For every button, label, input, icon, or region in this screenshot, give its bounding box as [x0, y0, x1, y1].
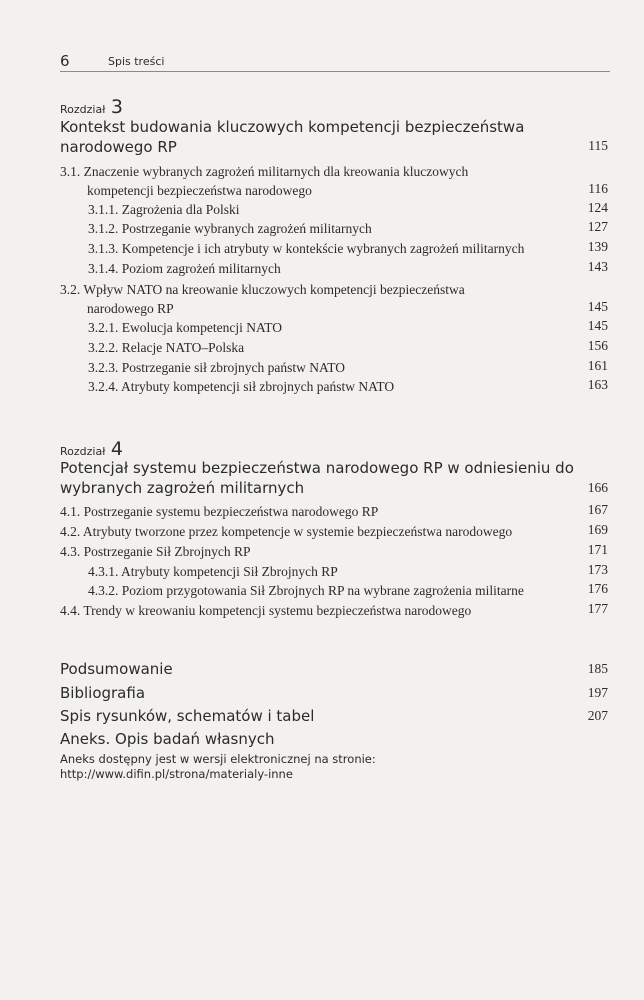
toc-entry-page: 156: [587, 338, 608, 353]
toc-entry-text: 3.1. Znaczenie wybranych zagrożeń militarnych dla kreowania kluczowych: [60, 164, 469, 179]
toc-entry: 3.2.1. Ewolucja kompetencji NATO: [88, 320, 282, 335]
chapter-number: 4: [110, 438, 123, 460]
end-item-page: 207: [587, 708, 608, 723]
chapter-label-text: Rozdział: [60, 103, 106, 116]
chapter-title: Potencjał systemu bezpieczeństwa narodowego RP w odniesieniu do wybranych zagrożeń militarnych: [60, 459, 574, 497]
chapter-label: [60, 96, 123, 118]
toc-entry: [60, 280, 465, 318]
chapter-title: Kontekst budowania kluczowych kompetencji bezpieczeństwa narodowego RP: [60, 118, 525, 156]
end-item-annex: Aneks. Opis badań własnych: [60, 730, 275, 748]
header-title: Spis treści: [108, 55, 165, 68]
toc-entry-page: 173: [587, 562, 608, 577]
toc-entry: 3.2.3. Postrzeganie sił zbrojnych państw NATO: [88, 360, 345, 375]
toc-entry-page: 139: [587, 239, 608, 254]
toc-entry-page: 169: [587, 522, 608, 537]
toc-entry: 3.1.3. Kompetencje i ich atrybuty w kontekście wybranych zagrożeń militarnych: [88, 241, 525, 256]
end-item-figures: Spis rysunków, schematów i tabel: [60, 707, 315, 725]
toc-entry: 3.1.2. Postrzeganie wybranych zagrożeń militarnych: [88, 221, 372, 236]
toc-entry-page: 176: [587, 581, 608, 596]
toc-entry: 4.3.1. Atrybuty kompetencji Sił Zbrojnych RP: [88, 564, 338, 579]
annex-note-url: http://www.difin.pl/strona/materialy-inne: [60, 767, 293, 781]
chapter-label: [60, 438, 123, 460]
toc-entry: 3.1.4. Poziom zagrożeń militarnych: [88, 261, 281, 276]
toc-entry-continuation: kompetencji bezpieczeństwa narodowego: [87, 183, 312, 198]
toc-entry: 4.1. Postrzeganie systemu bezpieczeństwa narodowego RP: [60, 504, 379, 519]
toc-entry-page: 143: [587, 259, 608, 274]
chapter-page: 166: [587, 480, 608, 495]
end-item-bibliography: Bibliografia: [60, 684, 146, 702]
toc-entry-page: 145: [587, 318, 608, 333]
toc-entry: 4.2. Atrybuty tworzone przez kompetencje w systemie bezpieczeństwa narodowego: [60, 524, 513, 539]
toc-entry-page: 177: [587, 601, 608, 616]
toc-entry-page: 167: [587, 502, 608, 517]
toc-entry-page: 145: [587, 299, 608, 314]
toc-entry: 4.3.2. Poziom przygotowania Sił Zbrojnych RP na wybrane zagrożenia militarne: [88, 583, 524, 598]
toc-entry: 3.2.2. Relacje NATO–Polska: [88, 340, 245, 355]
toc-entry-text: 3.2. Wpływ NATO na kreowanie kluczowych kompetencji bezpieczeństwa: [60, 282, 465, 297]
toc-entry-continuation: narodowego RP: [87, 301, 174, 316]
chapter-label-text: Rozdział: [60, 445, 106, 458]
annex-note-line: Aneks dostępny jest w wersji elektronicznej na stronie:: [60, 752, 376, 766]
toc-entry-page: 163: [587, 377, 608, 392]
toc-entry: [60, 162, 468, 200]
toc-entry: 4.3. Postrzeganie Sił Zbrojnych RP: [60, 544, 251, 559]
toc-entry-page: 124: [587, 200, 608, 215]
page-number: 6: [60, 52, 70, 70]
chapter-page: 115: [588, 138, 608, 153]
end-item-page: 197: [587, 685, 608, 700]
toc-entry-page: 161: [587, 358, 608, 373]
toc-entry-page: 127: [587, 219, 608, 234]
toc-entry-page: 171: [587, 542, 608, 557]
annex-note: [60, 752, 376, 782]
toc-entry: 3.1.1. Zagrożenia dla Polski: [88, 202, 240, 217]
running-header: [60, 52, 610, 72]
end-item-summary: Podsumowanie: [60, 660, 173, 678]
toc-entry: 4.4. Trendy w kreowaniu kompetencji systemu bezpieczeństwa narodowego: [60, 603, 472, 618]
chapter-number: 3: [110, 96, 123, 118]
toc-entry: 3.2.4. Atrybuty kompetencji sił zbrojnych państw NATO: [88, 379, 395, 394]
toc-entry-page: 116: [588, 181, 608, 196]
header-rule: [60, 71, 610, 72]
end-item-page: 185: [587, 661, 608, 676]
